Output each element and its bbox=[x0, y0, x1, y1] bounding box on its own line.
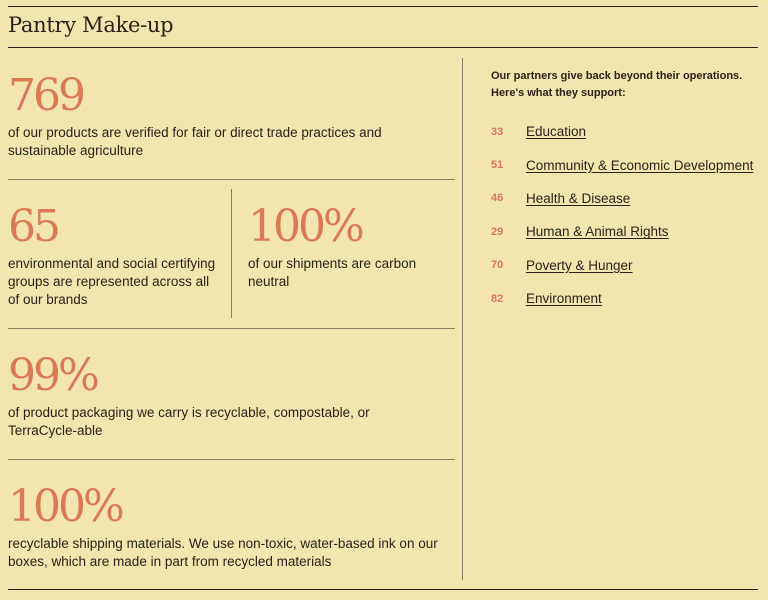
stat-description: of our products are verified for fair or direct trade practices and sustainable agriculture bbox=[8, 125, 382, 158]
list-item bbox=[491, 215, 753, 248]
stat-fair-trade bbox=[8, 72, 438, 160]
stat-description: recyclable shipping materials. We use non-toxic, water-based ink on our boxes, which are made in part from recycled materials bbox=[8, 536, 438, 569]
stat-carbon-neutral bbox=[248, 203, 438, 291]
list-item bbox=[491, 148, 753, 181]
divider bbox=[231, 189, 232, 318]
stat-value: 100% bbox=[8, 481, 122, 532]
divider bbox=[8, 459, 455, 460]
partner-causes-list bbox=[491, 115, 753, 315]
list-item bbox=[491, 249, 753, 282]
top-rule bbox=[8, 6, 758, 7]
stat-value: 65 bbox=[8, 201, 58, 252]
list-item bbox=[491, 282, 753, 315]
cause-count: 82 bbox=[491, 292, 504, 305]
column-divider bbox=[462, 58, 463, 580]
cause-link-health-disease[interactable]: Health & Disease bbox=[526, 190, 631, 206]
list-item bbox=[491, 115, 753, 148]
stat-certifying-groups bbox=[8, 203, 223, 309]
page-title: Pantry Make-up bbox=[8, 13, 174, 37]
stat-description: of our shipments are carbon neutral bbox=[248, 256, 417, 289]
stat-description: environmental and social certifying groups are represented across all of our brands bbox=[8, 256, 216, 307]
cause-link-education[interactable]: Education bbox=[526, 124, 587, 140]
cause-count: 46 bbox=[491, 192, 504, 205]
stat-shipping-materials bbox=[8, 483, 438, 571]
cause-count: 51 bbox=[491, 159, 504, 172]
stat-packaging bbox=[8, 352, 408, 440]
cause-link-poverty-hunger[interactable]: Poverty & Hunger bbox=[526, 257, 633, 273]
bottom-rule bbox=[8, 589, 758, 590]
list-item bbox=[491, 182, 753, 215]
stat-value: 99% bbox=[8, 350, 97, 401]
cause-count: 29 bbox=[491, 225, 504, 238]
cause-link-environment[interactable]: Environment bbox=[526, 291, 602, 307]
cause-count: 33 bbox=[491, 125, 504, 138]
stat-value: 100% bbox=[248, 201, 362, 252]
divider bbox=[8, 328, 455, 329]
partners-intro: Our partners give back beyond their operations. Here's what they support: bbox=[491, 70, 743, 99]
cause-link-human-animal-rights[interactable]: Human & Animal Rights bbox=[526, 224, 669, 240]
cause-count: 70 bbox=[491, 259, 504, 272]
title-divider bbox=[8, 47, 758, 48]
cause-link-community-economic-development[interactable]: Community & Economic Development bbox=[526, 157, 754, 173]
divider bbox=[8, 179, 455, 180]
stat-description: of product packaging we carry is recyclable, compostable, or TerraCycle-able bbox=[8, 405, 370, 438]
stat-value: 769 bbox=[8, 70, 83, 121]
